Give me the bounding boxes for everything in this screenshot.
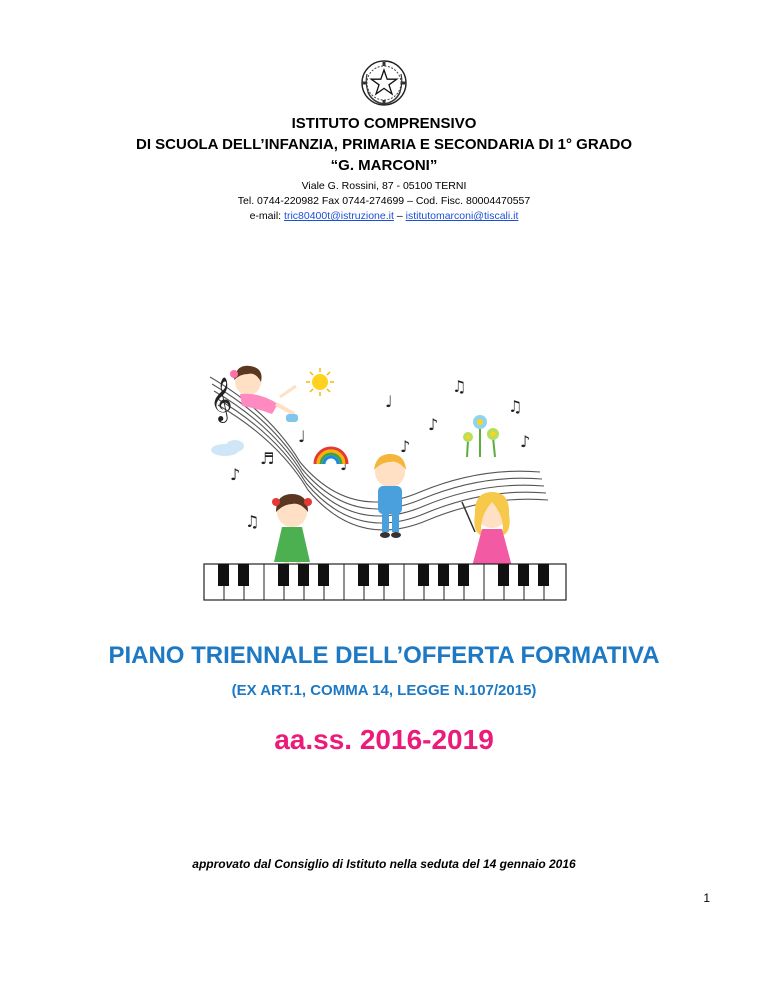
- email-separator: –: [393, 210, 406, 222]
- header-line-2: DI SCUOLA DELL’INFANZIA, PRIMARIA E SECONDARIA DI 1° GRADO: [135, 136, 633, 153]
- header-phone: Tel. 0744-220982 Fax 0744-274699 – Cod. Fisc. 80004470557: [237, 195, 531, 207]
- svg-text:♩: ♩: [298, 427, 306, 446]
- svg-text:♩: ♩: [385, 392, 393, 411]
- email-prefix: e-mail:: [249, 210, 285, 222]
- svg-text:♪: ♪: [400, 437, 411, 456]
- svg-text:♫: ♫: [508, 397, 523, 416]
- document-title: PIANO TRIENNALE DELL’OFFERTA FORMATIVA: [108, 642, 660, 669]
- svg-text:♪: ♪: [230, 465, 241, 484]
- svg-text:𝄞: 𝄞: [210, 377, 233, 421]
- school-years: aa.ss. 2016-2019: [274, 724, 494, 755]
- svg-text:♫: ♫: [245, 512, 260, 531]
- svg-text:♪: ♪: [520, 432, 531, 451]
- email-link-tiscali[interactable]: istitutomarconi@tiscali.it: [405, 210, 519, 222]
- header-email-line: [0, 209, 768, 224]
- header-line-1: ISTITUTO COMPRENSIVO: [291, 115, 477, 132]
- document-subtitle: (EX ART.1, COMMA 14, LEGGE N.107/2015): [231, 682, 537, 699]
- svg-text:♫: ♫: [452, 377, 467, 396]
- page-number: 1: [703, 891, 710, 905]
- header-school-name: “G. MARCONI”: [330, 157, 438, 174]
- header-address: Viale G. Rossini, 87 - 05100 TERNI: [301, 180, 467, 192]
- email-link-istruzione[interactable]: tric80400t@istruzione.it: [284, 210, 394, 222]
- children-music-piano-illustration: [190, 352, 580, 602]
- approval-note: approvato dal Consiglio di Istituto nella seduta del 14 gennaio 2016: [192, 857, 576, 871]
- school-header: [0, 113, 768, 224]
- svg-text:♪: ♪: [428, 415, 439, 434]
- italian-republic-emblem-icon: [358, 58, 410, 108]
- svg-text:♬: ♬: [260, 449, 275, 468]
- svg-text:♩: ♩: [340, 455, 348, 474]
